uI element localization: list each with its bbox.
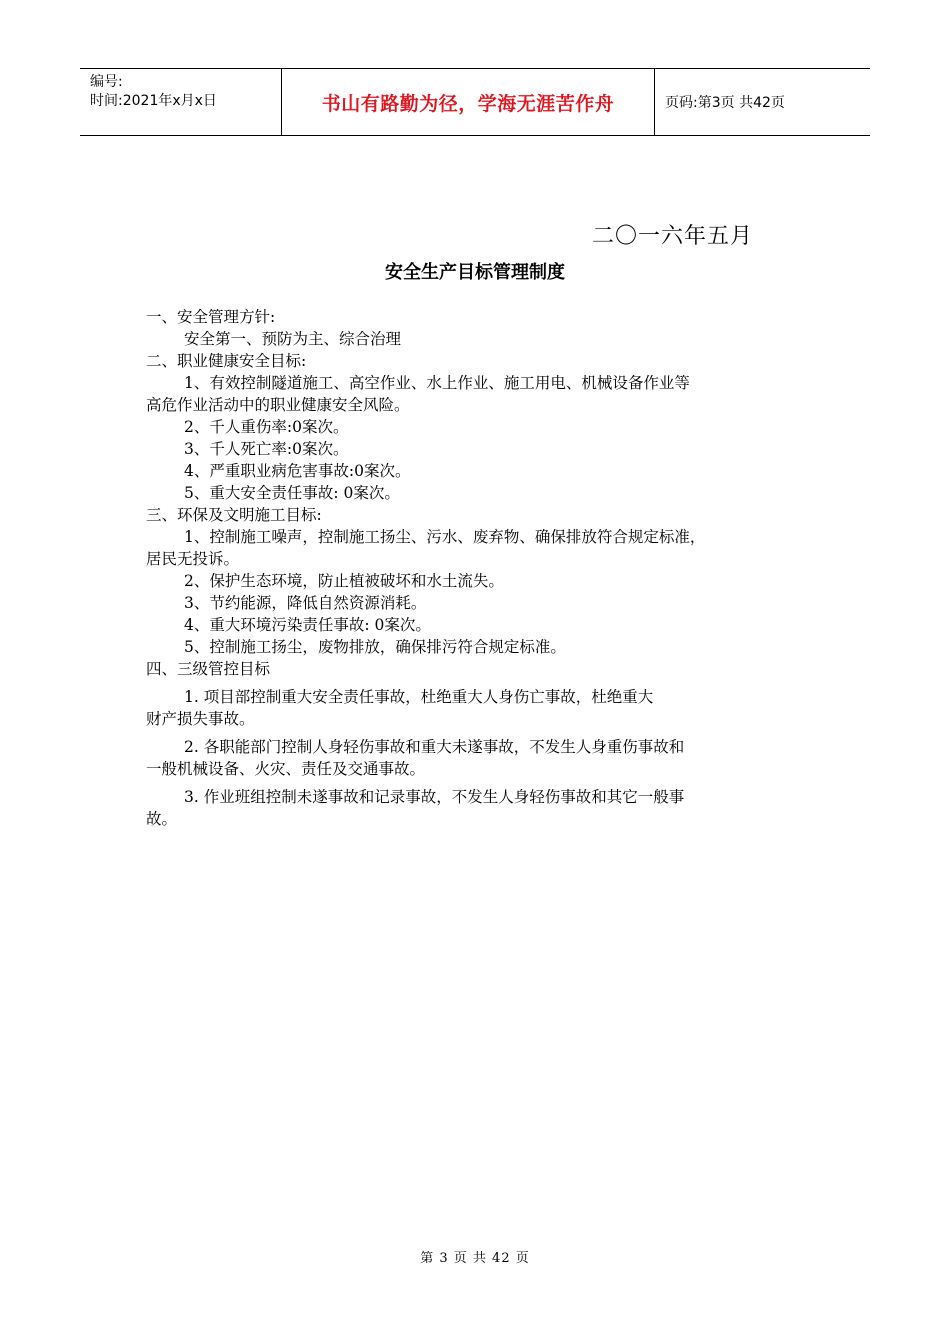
section-heading: 三、环保及文明施工目标:	[146, 506, 322, 524]
body-line: 2. 各职能部门控制人身轻伤事故和重大未遂事故，不发生人身重伤事故和	[184, 738, 685, 756]
body-line: 5、重大安全责任事故: 0案次。	[184, 484, 400, 502]
document-title: 安全生产目标管理制度	[385, 262, 565, 283]
body-line: 居民无投诉。	[146, 550, 240, 568]
body-line: 1、有效控制隧道施工、高空作业、水上作业、施工用电、机械设备作业等	[184, 374, 690, 392]
section-heading: 一、安全管理方针:	[146, 308, 276, 326]
body-line: 5、控制施工扬尘，废物排放，确保排污符合规定标准。	[184, 638, 566, 656]
body-line: 4、严重职业病危害事故:0案次。	[184, 462, 411, 480]
body-line: 高危作业活动中的职业健康安全风险。	[146, 396, 410, 414]
body-line: 3、节约能源，降低自然资源消耗。	[184, 594, 427, 612]
section-heading: 四、三级管控目标	[146, 660, 271, 678]
header-page-number: 页码:第3页 共42页	[665, 95, 785, 111]
document-body	[146, 306, 810, 830]
body-line: 4、重大环境污染责任事故: 0案次。	[184, 616, 431, 634]
page-header	[80, 68, 870, 136]
body-line: 3、千人死亡率:0案次。	[184, 440, 349, 458]
document-number-label: 编号:	[90, 74, 123, 90]
header-motto: 书山有路勤为径，学海无涯苦作舟	[321, 92, 615, 115]
document-time: 时间:2021年x月x日	[90, 93, 217, 109]
header-left-cell	[80, 69, 281, 135]
page-footer: 第 3 页 共 42 页	[420, 1251, 530, 1266]
body-line: 一般机械设备、火灾、责任及交通事故。	[146, 760, 426, 778]
document-date: 二〇一六年五月	[592, 224, 754, 249]
body-line: 3. 作业班组控制未遂事故和记录事故，不发生人身轻伤事故和其它一般事	[184, 788, 685, 806]
section-heading: 二、职业健康安全目标:	[146, 352, 307, 370]
body-line: 安全第一、预防为主、综合治理	[184, 330, 402, 348]
body-line: 2、保护生态环境，防止植被破坏和水土流失。	[184, 572, 504, 590]
body-line: 故。	[146, 810, 178, 828]
header-page-cell	[655, 69, 870, 135]
body-line: 2、千人重伤率:0案次。	[184, 418, 349, 436]
body-line: 财产损失事故。	[146, 710, 255, 728]
header-motto-cell	[281, 69, 655, 135]
body-line: 1、控制施工噪声，控制施工扬尘、污水、废弃物、确保排放符合规定标准，	[184, 528, 706, 546]
body-line: 1. 项目部控制重大安全责任事故，杜绝重大人身伤亡事故，杜绝重大	[184, 688, 654, 706]
